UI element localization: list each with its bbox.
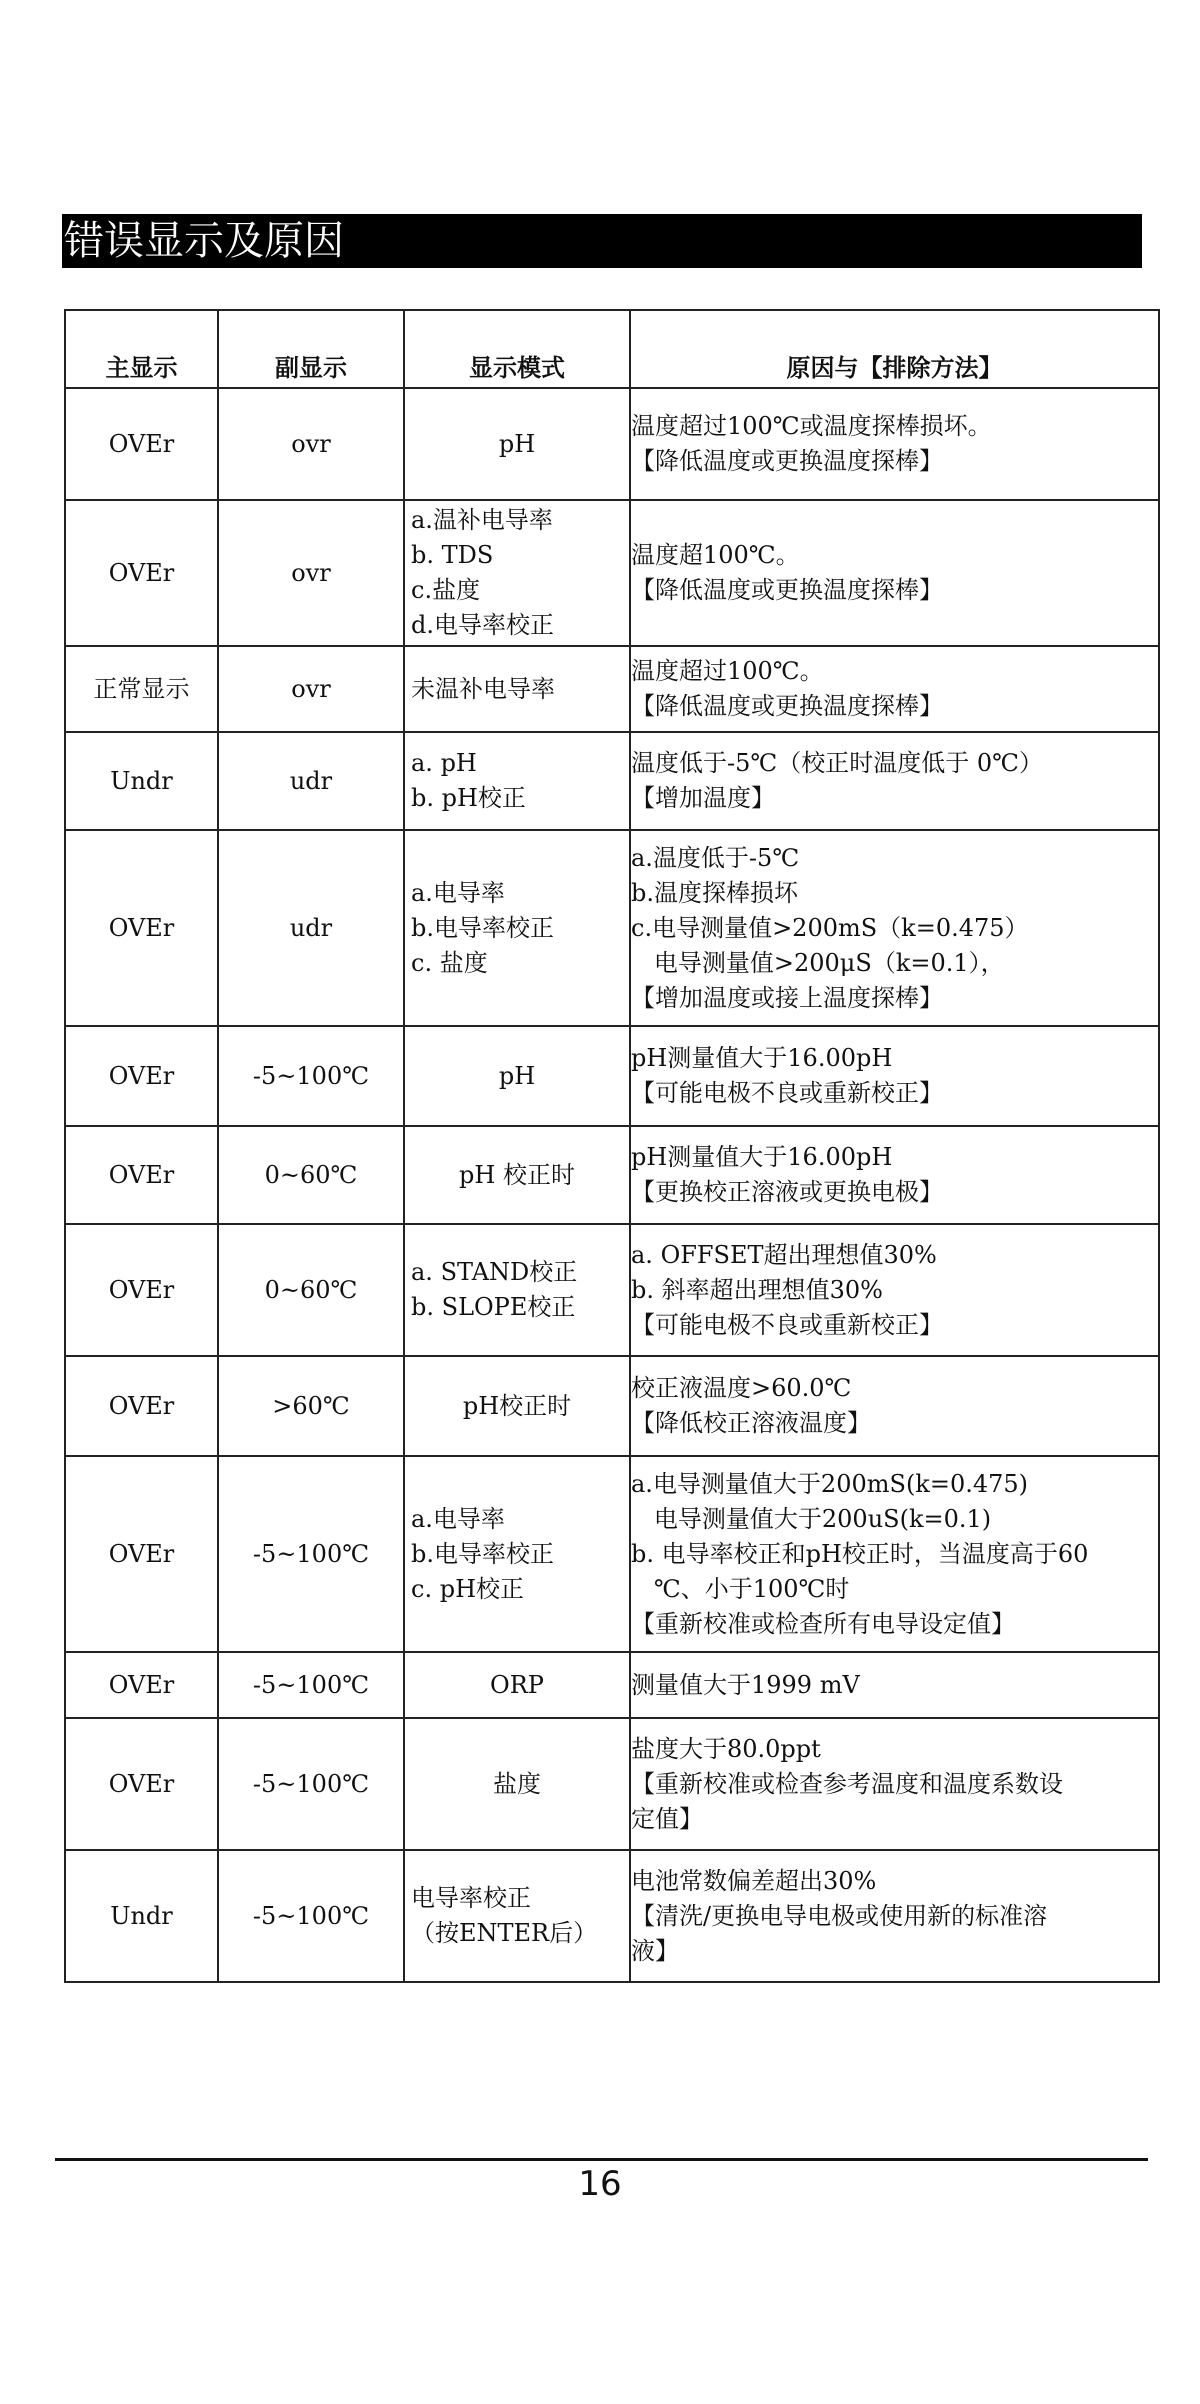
cell-sub-display: ovr [218, 388, 404, 500]
mode-line: 电导率校正 [411, 1884, 531, 1912]
cause-line: 电导测量值大于200uS(k=0.1) [631, 1504, 992, 1533]
mode-line: pH [498, 429, 536, 458]
mode-line: a.电导率 [411, 878, 505, 907]
cell-sub-display: ovr [218, 500, 404, 646]
cause-line: ℃、小于100℃时 [631, 1574, 850, 1603]
header-cause-solution: 原因与【排除方法】 [630, 310, 1159, 388]
cause-line: a.温度低于-5℃ [631, 843, 800, 872]
mode-line: c. 盐度 [411, 948, 488, 977]
cell-cause-solution [630, 1224, 1159, 1356]
cell-sub-display: ovr [218, 646, 404, 732]
cell-cause-solution [630, 1026, 1159, 1126]
cause-line: a.电导测量值大于200mS(k=0.475) [631, 1469, 1029, 1498]
mode-line: pH 校正时 [459, 1160, 575, 1189]
cell-main-display: 正常显示 [65, 646, 218, 732]
cell-sub-display: -5~100℃ [218, 1026, 404, 1126]
mode-line: b.电导率校正 [411, 1539, 554, 1568]
cell-display-mode [404, 388, 630, 500]
cell-display-mode [404, 830, 630, 1026]
cause-line: c.电导测量值>200mS（k=0.475） [631, 913, 1029, 942]
mode-line: a. pH [411, 749, 477, 777]
table-header-row [65, 310, 1159, 388]
cell-display-mode [404, 1026, 630, 1126]
cell-cause-solution [630, 830, 1159, 1026]
cause-line: 电池常数偏差超出30% [631, 1866, 877, 1895]
cause-line: 【更换校正溶液或更换电极】 [631, 1178, 943, 1206]
cell-sub-display: -5~100℃ [218, 1652, 404, 1718]
cell-display-mode [404, 1718, 630, 1850]
mode-line: a.电导率 [411, 1504, 505, 1533]
cell-sub-display: udr [218, 732, 404, 830]
cell-display-mode [404, 1224, 630, 1356]
mode-line: b. pH校正 [411, 784, 526, 812]
mode-line: a.温补电导率 [411, 506, 553, 534]
cause-line: 温度超过100℃或温度探棒损坏。 [631, 412, 992, 440]
mode-line: 未温补电导率 [411, 674, 555, 703]
cell-cause-solution [630, 1718, 1159, 1850]
cause-line: 【重新校准或检查参考温度和温度系数设 [631, 1769, 1063, 1798]
mode-line: c.盐度 [411, 576, 481, 604]
cause-line: 【增加温度或接上温度探棒】 [631, 983, 943, 1012]
cell-display-mode [404, 1652, 630, 1718]
cell-main-display: OVEr [65, 1224, 218, 1356]
cause-line: 电导测量值>200μS（k=0.1）， [631, 948, 1005, 977]
cause-line: 温度超过100℃。 [631, 657, 824, 685]
cell-display-mode [404, 500, 630, 646]
cause-line: b.温度探棒损坏 [631, 878, 798, 907]
table-row [65, 830, 1159, 1026]
page-number: 16 [578, 2164, 622, 2204]
cause-line: 【清洗/更换电导电极或使用新的标准溶 [631, 1901, 1048, 1930]
cell-main-display: OVEr [65, 1652, 218, 1718]
cause-line: 定值】 [631, 1804, 703, 1833]
cell-display-mode [404, 1356, 630, 1456]
mode-line: d.电导率校正 [411, 611, 554, 639]
table-row [65, 732, 1159, 830]
mode-line: pH [498, 1061, 536, 1090]
cause-line: 【可能电极不良或重新校正】 [631, 1079, 943, 1107]
header-sub-display: 副显示 [218, 310, 404, 388]
cell-main-display: OVEr [65, 830, 218, 1026]
cause-line: b. 斜率超出理想值30% [631, 1275, 883, 1304]
mode-line: pH校正时 [462, 1391, 572, 1420]
table-row [65, 388, 1159, 500]
cause-line: 【降低校正溶液温度】 [631, 1409, 871, 1437]
cell-display-mode [404, 646, 630, 732]
table-body [65, 388, 1159, 1982]
mode-line: c. pH校正 [411, 1574, 524, 1603]
table-row [65, 1224, 1159, 1356]
cause-line: pH测量值大于16.00pH [631, 1143, 893, 1171]
table-row [65, 1126, 1159, 1224]
cause-line: b. 电导率校正和pH校正时，当温度高于60 [631, 1539, 1089, 1568]
cell-main-display: OVEr [65, 500, 218, 646]
cell-sub-display: >60℃ [218, 1356, 404, 1456]
cause-line: 【重新校准或检查所有电导设定值】 [631, 1609, 1015, 1638]
mode-line: 盐度 [493, 1769, 541, 1798]
cause-line: 盐度大于80.0ppt [631, 1734, 821, 1763]
cell-cause-solution [630, 732, 1159, 830]
cell-sub-display: 0~60℃ [218, 1126, 404, 1224]
cell-cause-solution [630, 646, 1159, 732]
table-row [65, 1026, 1159, 1126]
cell-display-mode [404, 732, 630, 830]
cell-sub-display: 0~60℃ [218, 1224, 404, 1356]
cause-line: 液】 [631, 1936, 679, 1965]
mode-line: ORP [490, 1670, 544, 1699]
cell-display-mode [404, 1456, 630, 1652]
cell-sub-display: udr [218, 830, 404, 1026]
error-table [64, 309, 1160, 1983]
cause-line: pH测量值大于16.00pH [631, 1044, 893, 1072]
table-row [65, 500, 1159, 646]
cell-main-display: OVEr [65, 388, 218, 500]
cause-line: 测量值大于1999 mV [631, 1670, 860, 1699]
cell-cause-solution [630, 388, 1159, 500]
cell-main-display: OVEr [65, 1456, 218, 1652]
mode-line: （按ENTER后） [411, 1919, 598, 1947]
cause-line: 【降低温度或更换温度探棒】 [631, 576, 943, 604]
cause-line: a. OFFSET超出理想值30% [631, 1240, 937, 1269]
mode-line: a. STAND校正 [411, 1258, 578, 1286]
table-row [65, 1652, 1159, 1718]
header-main-display: 主显示 [65, 310, 218, 388]
mode-line: b.电导率校正 [411, 913, 554, 942]
cell-cause-solution [630, 1126, 1159, 1224]
cell-main-display: OVEr [65, 1026, 218, 1126]
cell-cause-solution [630, 500, 1159, 646]
cell-main-display: OVEr [65, 1126, 218, 1224]
section-title: 错误显示及原因 [62, 214, 1142, 268]
table-row [65, 646, 1159, 732]
cause-line: 【降低温度或更换温度探棒】 [631, 692, 943, 720]
header-display-mode: 显示模式 [404, 310, 630, 388]
table-row [65, 1718, 1159, 1850]
cause-line: 温度超100℃。 [631, 541, 800, 569]
cell-display-mode [404, 1126, 630, 1224]
cell-cause-solution [630, 1850, 1159, 1982]
cell-sub-display: -5~100℃ [218, 1456, 404, 1652]
table-row [65, 1850, 1159, 1982]
cell-display-mode [404, 1850, 630, 1982]
cell-cause-solution [630, 1456, 1159, 1652]
cell-cause-solution [630, 1356, 1159, 1456]
cell-sub-display: -5~100℃ [218, 1850, 404, 1982]
cell-main-display: OVEr [65, 1718, 218, 1850]
cause-line: 校正液温度>60.0℃ [631, 1374, 852, 1402]
table-row [65, 1456, 1159, 1652]
cell-main-display: Undr [65, 732, 218, 830]
cause-line: 温度低于-5℃（校正时温度低于 0℃） [631, 749, 1043, 777]
cause-line: 【增加温度】 [631, 784, 775, 812]
cell-main-display: OVEr [65, 1356, 218, 1456]
mode-line: b. SLOPE校正 [411, 1293, 576, 1321]
cell-main-display: Undr [65, 1850, 218, 1982]
table-row [65, 1356, 1159, 1456]
cell-sub-display: -5~100℃ [218, 1718, 404, 1850]
cause-line: 【可能电极不良或重新校正】 [631, 1310, 943, 1339]
cause-line: 【降低温度或更换温度探棒】 [631, 447, 943, 475]
footer-divider [55, 2158, 1148, 2161]
mode-line: b. TDS [411, 541, 494, 569]
cell-cause-solution [630, 1652, 1159, 1718]
